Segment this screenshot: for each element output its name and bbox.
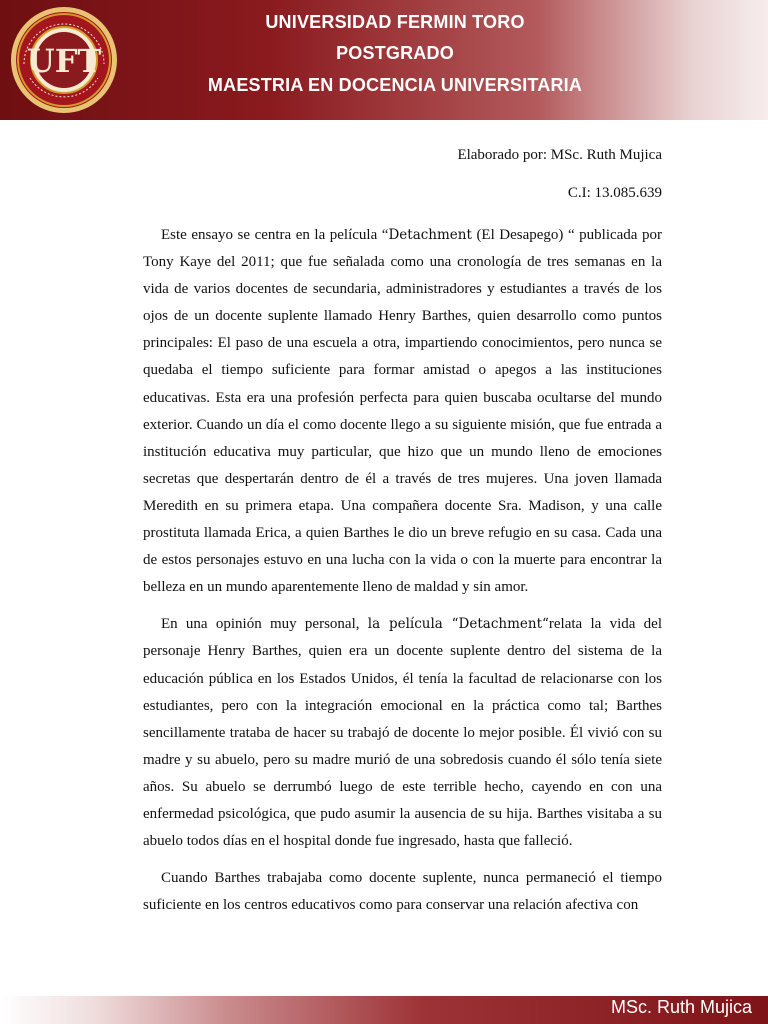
p2-text-rest: relata la vida del personaje Henry Barthes, quien era un docente suplente dentro del sistema de la educación pública en los Estados Unidos, él tenía la facultad de relacionarse con los estudiantes, pero con la integración emocional en la práctica como tal; Barthes sencillamente trataba de hacer su trabajó de docente lo mejor posible. Él vivió con su madre y su abuelo, pero su madre murió de una sobredosis cuando él sólo tenía siete años. Su abuelo se derrumbó luego de este terrible hecho, cayendo en con una enfermedad psicológica, que pudo asumir la ausencia de su hija. Barthes visitaba a su abuelo todos días en el hospital donde fue ingresado, hasta que falleció. — [143, 616, 663, 850]
footer-name: MSc. Ruth Mujica — [610, 997, 752, 1017]
svg-text:UFT: UFT — [26, 42, 102, 80]
page-footer — [0, 996, 768, 1024]
id-line: C.I: 13.085.639 — [567, 185, 662, 201]
film-title-2: la película “Detachment“ — [367, 616, 549, 633]
essay-body — [143, 222, 662, 929]
p1-text-start: Este ensayo se centra en la película “ — [161, 227, 389, 243]
p2-text-start: En una opinión muy personal, — [161, 616, 368, 633]
page-header — [0, 0, 768, 120]
university-seal-logo — [10, 6, 118, 114]
film-title: Detachment — [388, 227, 472, 243]
essay-paragraph-2 — [143, 611, 662, 855]
header-university: UNIVERSIDAD FERMIN TORO — [265, 12, 525, 32]
essay-paragraph-3: Cuando Barthes trabajaba como docente suplente, nunca permaneció el tiempo suficiente en los centros educativos como para conservar una relación afectiva con — [143, 870, 662, 914]
author-line: Elaborado por: MSc. Ruth Mujica — [457, 147, 662, 163]
p1-text-rest: (El Desapego) “ publicada por Tony Kaye del 2011; que fue señalada como una cronología de tres semanas en la vida de varios docentes de secundaria, administradores y estudiantes a través de los ojos de un docente suplente llamado Henry Barthes, quien desarrollo como puntos principales: El paso de una escuela a otra, impartiendo conocimientos, pero nunca se quedaba el tiempo suficiente para formar amistad o apegos a las instituciones educativas. Esta era una profesión perfecta para quien buscaba ocultarse del mundo exterior. Cuando un día el como docente llego a su siguiente misión, que fue entrada a institución educativa muy particular, que hizo que un mundo lleno de emociones secretas que despertarán dentro de él a través de tres mujeres. Una joven llamada Meredith en su primera etapa. Una compañera docente Sra. Madison, y una calle prostituta llamada Erica, a quien Barthes le dio un breve refugio en su casa. Cada una de estos personajes estuvo en una lucha con la vida o con la muerte para encontrar la belleza en un mundo aparentemente lleno de maldad y sin amor. — [143, 227, 662, 596]
header-program: POSTGRADO — [336, 43, 454, 63]
essay-paragraph-1 — [143, 222, 662, 601]
header-degree: MAESTRIA EN DOCENCIA UNIVERSITARIA — [207, 75, 583, 95]
